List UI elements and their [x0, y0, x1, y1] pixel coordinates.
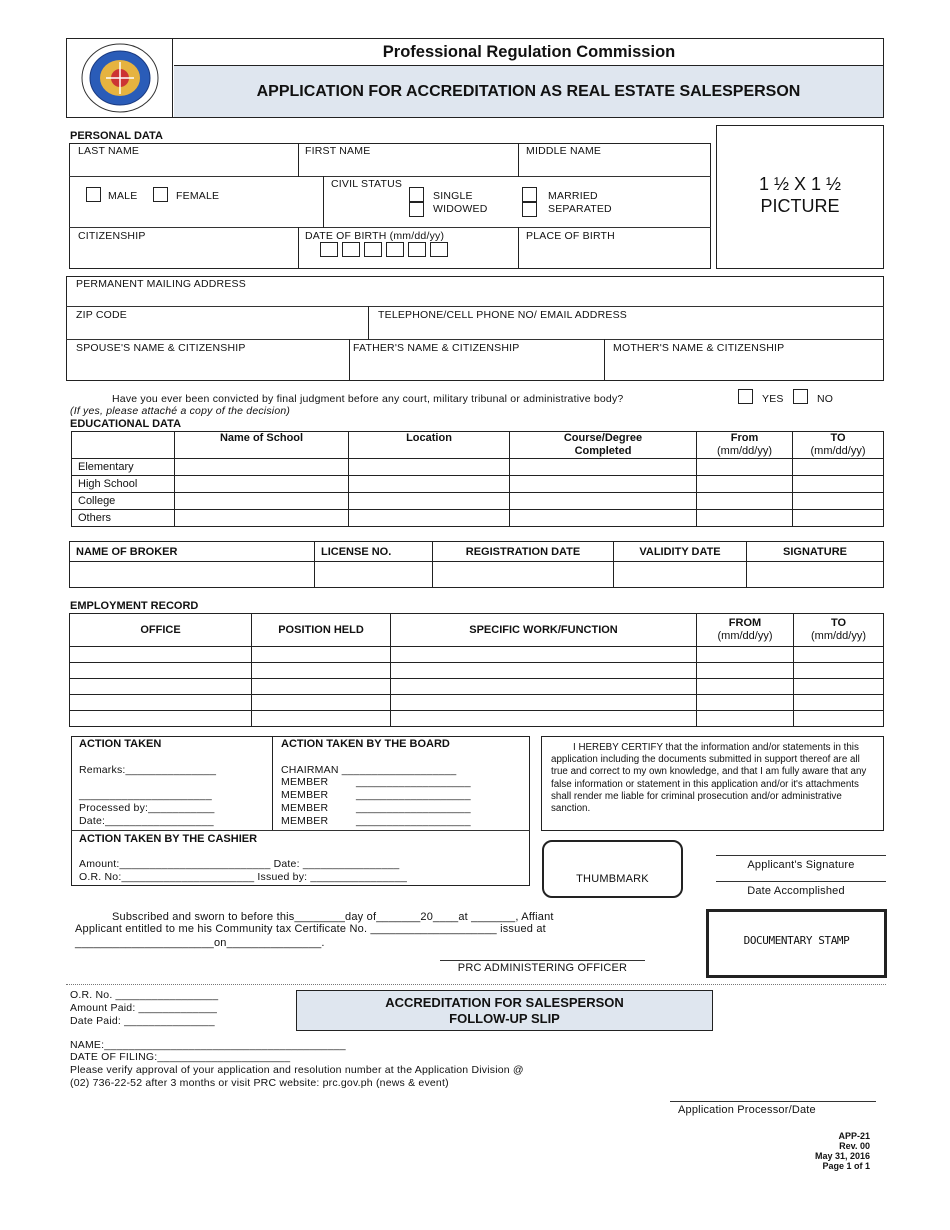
followup-name-field[interactable]: NAME:________________________________________ [70, 1039, 346, 1051]
edu-header-course [510, 432, 697, 459]
action-date-field[interactable]: Date:__________________ [79, 815, 214, 827]
thumbmark-box[interactable] [542, 840, 683, 898]
dob-label: DATE OF BIRTH (mm/dd/yy) [305, 230, 445, 242]
remarks-line[interactable]: ______________________ [79, 789, 212, 801]
dob-digit-box[interactable] [408, 242, 426, 257]
emp-to-format: (mm/dd/yy) [811, 630, 866, 642]
cashier-amount-field[interactable]: Amount:_________________________ Date: ________________ [79, 858, 400, 870]
edu-cell[interactable] [697, 510, 793, 527]
separated-checkbox[interactable] [522, 202, 537, 217]
oath-line-2: Applicant entitled to me his Community tax Certificate No. ____________________ issued at [75, 923, 546, 935]
emp-cell[interactable] [697, 647, 794, 663]
dob-digit-box[interactable] [386, 242, 404, 257]
officer-label: PRC ADMINISTERING OFFICER [457, 962, 628, 974]
emp-cell[interactable] [391, 695, 697, 711]
org-name: Professional Regulation Commission [174, 38, 884, 66]
mother-label: MOTHER'S NAME & CITIZENSHIP [613, 342, 785, 354]
phone-email-label: TELEPHONE/CELL PHONE NO/ EMAIL ADDRESS [378, 309, 627, 321]
female-checkbox[interactable] [153, 187, 168, 202]
emp-cell[interactable] [391, 663, 697, 679]
edu-cell[interactable] [793, 476, 884, 493]
broker-table [69, 541, 884, 588]
emp-cell[interactable] [697, 695, 794, 711]
officer-signature-line[interactable] [440, 960, 645, 961]
broker-header-name: NAME OF BROKER [70, 542, 315, 562]
pob-label: PLACE OF BIRTH [526, 230, 615, 242]
edu-header-level [72, 432, 175, 459]
middle-name-label: MIDDLE NAME [526, 145, 602, 157]
widowed-label: WIDOWED [433, 203, 488, 215]
edu-row-label: Elementary [72, 459, 175, 476]
emp-from-format: (mm/dd/yy) [717, 630, 773, 642]
first-name-label: FIRST NAME [305, 145, 371, 157]
zip-code-label: ZIP CODE [76, 309, 127, 321]
emp-cell[interactable] [252, 663, 391, 679]
emp-cell[interactable] [794, 711, 884, 727]
edu-cell[interactable] [697, 476, 793, 493]
col-divider [298, 143, 299, 177]
edu-cell[interactable] [793, 493, 884, 510]
date-accomplished-label: Date Accomplished [747, 885, 845, 897]
broker-header-signature: SIGNATURE [747, 542, 884, 562]
emp-cell[interactable] [794, 679, 884, 695]
edu-cell[interactable] [349, 510, 510, 527]
mailing-address-label: PERMANENT MAILING ADDRESS [76, 278, 246, 290]
col-divider [368, 306, 369, 340]
dob-digit-box[interactable] [320, 242, 338, 257]
edu-to-format: (mm/dd/yy) [810, 445, 866, 457]
spouse-label: SPOUSE'S NAME & CITIZENSHIP [76, 342, 246, 354]
row-divider [69, 176, 711, 177]
edu-cell[interactable] [175, 493, 349, 510]
edu-cell[interactable] [175, 459, 349, 476]
emp-cell[interactable] [70, 647, 252, 663]
form-code: APP-21 [838, 1131, 870, 1141]
father-label: FATHER'S NAME & CITIZENSHIP [353, 342, 520, 354]
certify-text: I HEREBY CERTIFY that the information and/or statements in this application including the documents submitted in support thereof are all true and correct to my own knowledge, and that I am fully aware that any false information or statement in this application and/or it's attachments shall render me liable for criminal prosecution and/or administrative sanction. [551, 742, 867, 815]
dob-boxes[interactable] [320, 242, 448, 257]
processor-label: Application Processor/Date [678, 1104, 816, 1116]
member-line[interactable]: ___________________ [356, 789, 471, 801]
single-label: SINGLE [433, 190, 473, 202]
col-divider [298, 227, 299, 269]
edu-cell[interactable] [175, 510, 349, 527]
employment-table [69, 613, 884, 727]
married-label: MARRIED [548, 190, 598, 202]
married-checkbox[interactable] [522, 187, 537, 202]
conviction-yes-checkbox[interactable] [738, 389, 753, 404]
member-line[interactable]: ___________________ [356, 815, 471, 827]
processed-by-field[interactable]: Processed by:___________ [79, 802, 215, 814]
action-row-divider [71, 830, 530, 831]
prc-seal-logo [76, 42, 164, 114]
broker-header-reg-date: REGISTRATION DATE [433, 542, 614, 562]
broker-cell[interactable] [614, 562, 747, 588]
emp-header-to [794, 614, 884, 647]
emp-header-function: SPECIFIC WORK/FUNCTION [391, 614, 697, 647]
followup-title-1: ACCREDITATION FOR SALESPERSON [385, 995, 624, 1010]
emp-cell[interactable] [70, 679, 252, 695]
edu-from-label: From [730, 432, 759, 444]
edu-cell[interactable] [349, 476, 510, 493]
board-heading: ACTION TAKEN BY THE BOARD [281, 738, 450, 750]
edu-cell[interactable] [793, 510, 884, 527]
followup-or-field[interactable]: O.R. No. _________________ [70, 989, 219, 1001]
edu-cell[interactable] [175, 476, 349, 493]
edu-cell[interactable] [697, 459, 793, 476]
last-name-label: LAST NAME [78, 145, 140, 157]
processor-line[interactable] [670, 1101, 876, 1102]
edu-header-course-l1: Course/Degree [563, 432, 643, 444]
emp-cell[interactable] [70, 695, 252, 711]
followup-verify-2: (02) 736-22-52 after 3 months or visit PRC website: prc.gov.ph (news & event) [70, 1077, 449, 1089]
emp-cell[interactable] [252, 695, 391, 711]
emp-cell[interactable] [70, 711, 252, 727]
broker-cell[interactable] [315, 562, 433, 588]
row-divider [66, 306, 884, 307]
female-label: FEMALE [176, 190, 220, 202]
documentary-stamp-label: DOCUMENTARY STAMP [743, 934, 850, 947]
row-divider [69, 227, 711, 228]
widowed-checkbox[interactable] [409, 202, 424, 217]
edu-to-label: TO [830, 432, 846, 444]
conviction-no-label: NO [817, 393, 834, 405]
col-divider [518, 143, 519, 177]
edu-header-school: Name of School [175, 432, 349, 459]
chairman-field[interactable]: CHAIRMAN ___________________ [281, 764, 457, 776]
thumbmark-label: THUMBMARK [576, 873, 649, 885]
edu-header-location: Location [349, 432, 510, 459]
edu-cell[interactable] [510, 493, 697, 510]
emp-header-position: POSITION HELD [252, 614, 391, 647]
emp-from-label: FROM [728, 617, 762, 629]
broker-header-license: LICENSE NO. [315, 542, 433, 562]
conviction-note: (If yes, please attaché a copy of the decision) [70, 405, 291, 417]
edu-row-label: High School [72, 476, 175, 493]
col-divider [604, 339, 605, 381]
member-line[interactable]: ___________________ [356, 802, 471, 814]
member-label: MEMBER [281, 802, 329, 814]
address-box [66, 276, 884, 381]
form-title: APPLICATION FOR ACCREDITATION AS REAL ESTATE SALESPERSON [174, 66, 883, 117]
signature-line[interactable] [716, 855, 886, 856]
edu-cell[interactable] [793, 459, 884, 476]
edu-cell[interactable] [510, 510, 697, 527]
dob-digit-box[interactable] [430, 242, 448, 257]
emp-cell[interactable] [252, 647, 391, 663]
male-checkbox[interactable] [86, 187, 101, 202]
edu-row-label: College [72, 493, 175, 510]
edu-row-label: Others [72, 510, 175, 527]
edu-cell[interactable] [510, 476, 697, 493]
edu-header-from [697, 432, 793, 459]
edu-header-to [793, 432, 884, 459]
followup-date-paid-field[interactable]: Date Paid: _______________ [70, 1015, 215, 1027]
male-label: MALE [108, 190, 138, 202]
applicant-signature-label: Applicant's Signature [747, 859, 855, 871]
emp-cell[interactable] [252, 711, 391, 727]
row-divider [66, 339, 884, 340]
oath-line-3: ______________________on_______________. [75, 937, 325, 949]
edu-cell[interactable] [349, 459, 510, 476]
cashier-heading: ACTION TAKEN BY THE CASHIER [79, 833, 258, 845]
followup-title-2: FOLLOW-UP SLIP [449, 1011, 560, 1026]
picture-size: 1 ½ X 1 ½ [758, 174, 842, 194]
edu-header-course-l2: Completed [574, 445, 632, 457]
emp-header-from [697, 614, 794, 647]
emp-cell[interactable] [697, 663, 794, 679]
broker-cell[interactable] [70, 562, 315, 588]
dob-digit-box[interactable] [342, 242, 360, 257]
employment-heading: EMPLOYMENT RECORD [70, 600, 199, 612]
edu-cell[interactable] [349, 493, 510, 510]
followup-amount-field[interactable]: Amount Paid: _____________ [70, 1002, 218, 1014]
form-date: May 31, 2016 [814, 1151, 870, 1161]
single-checkbox[interactable] [409, 187, 424, 202]
conviction-yes-label: YES [762, 393, 784, 405]
action-taken-heading: ACTION TAKEN [79, 738, 162, 750]
cashier-or-field[interactable]: O.R. No:______________________ Issued by: ________________ [79, 871, 408, 883]
oath-line-1: Subscribed and sworn to before this________day of_______20____at _______, Affiant [112, 911, 554, 923]
emp-cell[interactable] [252, 679, 391, 695]
followup-filing-date-field[interactable]: DATE OF FILING:______________________ [70, 1051, 291, 1063]
dob-digit-box[interactable] [364, 242, 382, 257]
edu-from-format: (mm/dd/yy) [717, 445, 772, 457]
emp-cell[interactable] [391, 711, 697, 727]
citizenship-label: CITIZENSHIP [78, 230, 146, 242]
broker-header-validity: VALIDITY DATE [614, 542, 747, 562]
edu-cell[interactable] [697, 493, 793, 510]
emp-cell[interactable] [70, 663, 252, 679]
member-line[interactable]: ___________________ [356, 776, 471, 788]
col-divider [323, 176, 324, 228]
col-divider [349, 339, 350, 381]
education-heading: EDUCATIONAL DATA [70, 418, 182, 430]
page-number: Page 1 of 1 [822, 1161, 870, 1171]
remarks-field[interactable]: Remarks:_______________ [79, 764, 217, 776]
emp-cell[interactable] [391, 647, 697, 663]
emp-cell[interactable] [391, 679, 697, 695]
broker-cell[interactable] [433, 562, 614, 588]
conviction-no-checkbox[interactable] [793, 389, 808, 404]
picture-label: PICTURE [760, 196, 840, 216]
member-label: MEMBER [281, 789, 329, 801]
date-accomplished-line[interactable] [716, 881, 886, 882]
emp-cell[interactable] [794, 695, 884, 711]
followup-verify-1: Please verify approval of your application and resolution number at the Application Division @ [70, 1064, 524, 1076]
emp-cell[interactable] [794, 663, 884, 679]
col-divider [518, 227, 519, 269]
edu-cell[interactable] [510, 459, 697, 476]
action-col-divider [272, 736, 273, 831]
member-label: MEMBER [281, 776, 329, 788]
broker-cell[interactable] [747, 562, 884, 588]
cut-line [66, 984, 886, 985]
emp-cell[interactable] [794, 647, 884, 663]
separated-label: SEPARATED [548, 203, 612, 215]
personal-data-heading: PERSONAL DATA [70, 130, 163, 142]
emp-cell[interactable] [697, 711, 794, 727]
emp-cell[interactable] [697, 679, 794, 695]
member-label: MEMBER [281, 815, 329, 827]
emp-header-office: OFFICE [70, 614, 252, 647]
form-revision: Rev. 00 [839, 1141, 870, 1151]
conviction-question: Have you ever been convicted by final judgment before any court, military tribunal or administrative body? [112, 393, 624, 405]
civil-status-label: CIVIL STATUS [331, 178, 403, 190]
education-table [71, 431, 884, 527]
emp-to-label: TO [830, 617, 847, 629]
